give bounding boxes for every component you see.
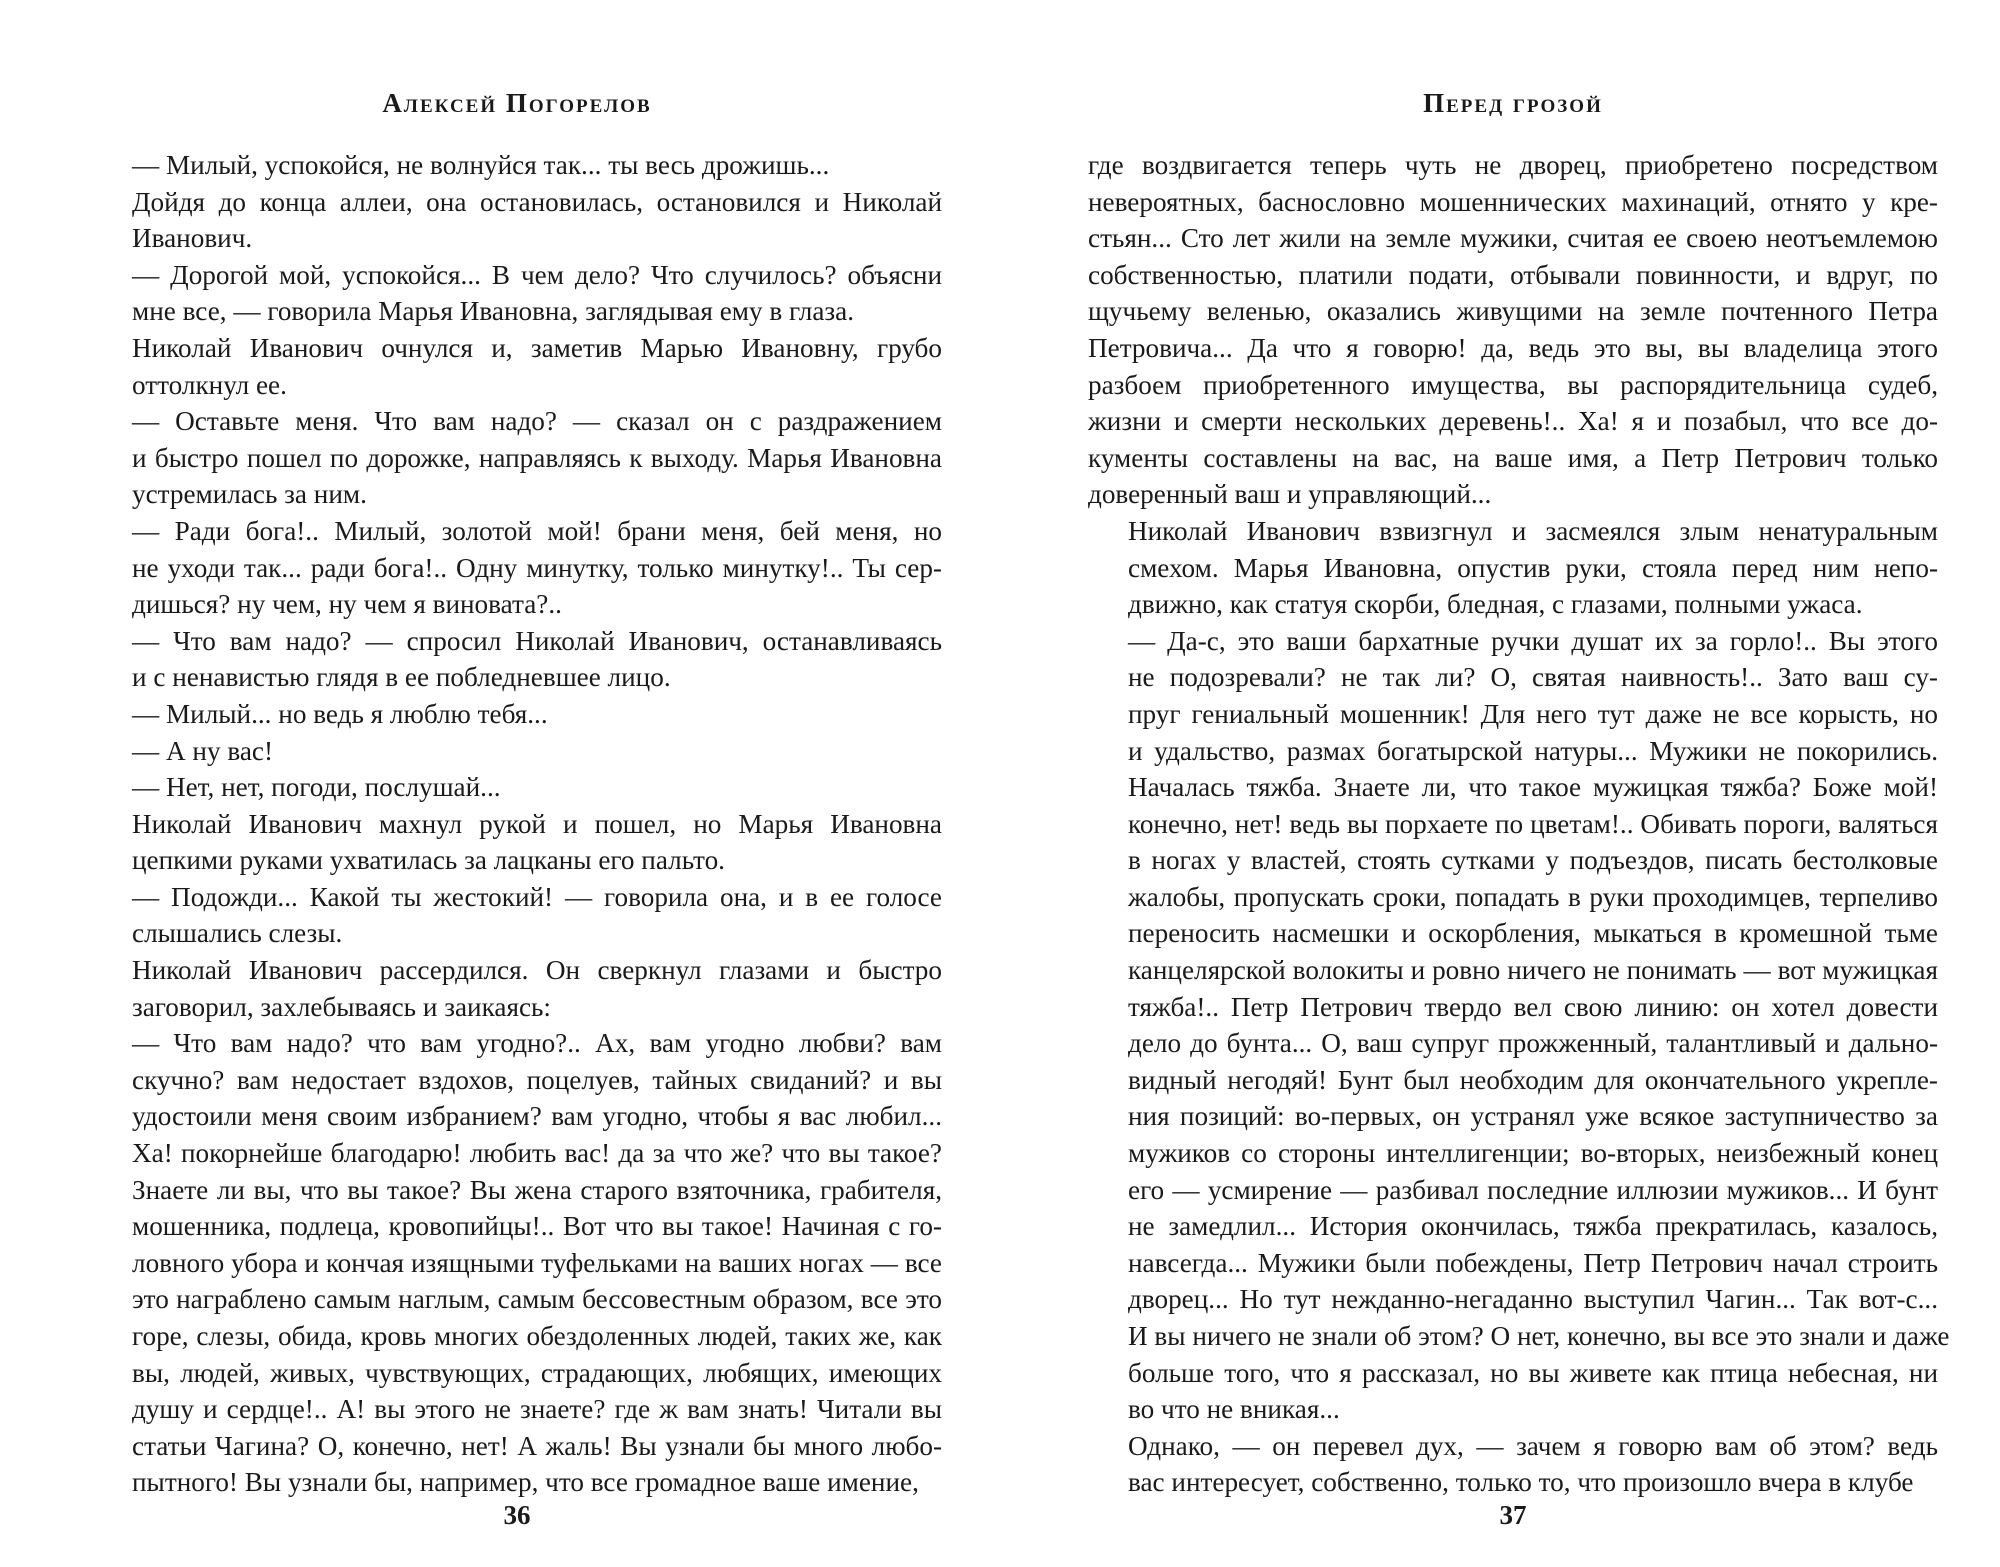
text-line: щучьему веленью, оказались живущими на земле почтенного Петра	[1088, 296, 1938, 327]
text-line: не подозревали? не так ли? О, святая наивность!.. Зато ваш су-	[1128, 662, 1938, 693]
text-line: Николай Иванович очнулся и, заметив Марью Ивановну, грубо	[132, 332, 942, 363]
text-line: мне все, — говорила Марья Ивановна, заглядывая ему в глаза.	[132, 296, 855, 327]
text-line: и удальство, размах богатырской натуры... Мужики не покорились.	[1128, 735, 1938, 766]
text-line: — Ради бога!.. Милый, золотой мой! брани меня, бей меня, но	[132, 515, 942, 546]
text-line: и с ненавистью глядя в ее побледневшее лицо.	[132, 662, 671, 693]
running-head-title: Перед грозой	[1423, 88, 1603, 118]
text-line: больше того, что я рассказал, но вы живете как птица небесная, ни	[1128, 1357, 1938, 1388]
paragraph	[92, 513, 942, 623]
text-line: ловного убора и кончая изящными туфельками на ваших ногах — все	[132, 1247, 942, 1278]
text-line: пытного! Вы узнали бы, например, что все громадное ваше имение,	[132, 1467, 919, 1498]
text-line: Николай Иванович рассердился. Он сверкнул глазами и быстро	[132, 955, 942, 986]
text-line: Петровича... Да что я говорю! да, ведь это вы, вы владелица этого	[1088, 332, 1938, 363]
paragraph	[1088, 147, 1938, 513]
text-line: в ногах у властей, стоять сутками у подъездов, писать бестолковые	[1128, 845, 1938, 876]
text-line: — Да-с, это ваши бархатные ручки душат их за горло!.. Вы этого	[1128, 625, 1938, 656]
text-line: мошенника, подлеца, кровопийцы!.. Вот что вы такое! Начиная с го-	[132, 1211, 942, 1242]
text-line: цепкими руками ухватилась за лацканы его пальто.	[132, 845, 725, 876]
text-line: и быстро пошел по дорожке, направляясь к выходу. Марья Ивановна	[132, 442, 942, 473]
text-line: его — усмирение — разбивал последние иллюзии мужиков... И бунт	[1128, 1174, 1938, 1205]
paragraph	[92, 403, 942, 513]
text-line: разбоем приобретенного имущества, вы распорядительница судеб,	[1088, 369, 1938, 400]
text-line: — Милый... но ведь я люблю тебя...	[132, 698, 548, 729]
text-line: вас интересует, собственно, только то, что произошло вчера в клубе	[1128, 1467, 1914, 1498]
paragraph	[92, 696, 942, 733]
text-line: статьи Чагина? О, конечно, нет! А жаль! Вы узнали бы много любо-	[132, 1430, 942, 1461]
text-line: — Оставьте меня. Что вам надо? — сказал он с раздражением	[132, 406, 942, 437]
text-line: Началась тяжба. Знаете ли, что такое мужицкая тяжба? Боже мой!	[1128, 772, 1938, 803]
text-line: канцелярской волокиты и ровно ничего не понимать — вот мужицкая	[1128, 955, 1938, 986]
text-line: дворец... Но тут нежданно-негаданно выступил Чагин... Так вот-с...	[1128, 1284, 1938, 1315]
page-body	[1088, 147, 1950, 1501]
page-number: 37	[1499, 1500, 1527, 1530]
text-line: стьян... Сто лет жили на земле мужики, считая ее своею неотъемлемою	[1088, 223, 1938, 254]
paragraph	[92, 623, 942, 696]
text-line: конечно, нет! ведь вы порхаете по цветам!.. Обивать пороги, валяться	[1128, 808, 1938, 839]
text-line: — Нет, нет, погоди, послушай...	[132, 772, 501, 803]
paragraph	[92, 330, 942, 403]
text-line: вы, людей, живых, чувствующих, страдающих, любящих, имеющих	[132, 1357, 942, 1388]
text-line: горе, слезы, обида, кровь многих обездоленных людей, таких же, как	[132, 1321, 942, 1351]
text-line: — Что вам надо? что вам угодно?.. Ах, вам угодно любви? вам	[132, 1028, 942, 1059]
left-page	[92, 0, 942, 1567]
text-line: удостоили меня своим избранием? вам угодно, чтобы я вас любил...	[132, 1101, 942, 1132]
text-line: скучно? вам недостает вздохов, поцелуев, тайных свиданий? и вы	[132, 1064, 942, 1095]
text-line: И вы ничего не знали об этом? О нет, конечно, вы все это знали и даже	[1128, 1321, 1950, 1351]
text-line: Ха! покорнейше благодарю! любить вас! да за что же? что вы такое?	[132, 1138, 942, 1169]
page-body	[92, 147, 942, 1501]
page-number: 36	[503, 1500, 531, 1530]
text-line: собственностью, платили подати, отбывали повинности, и вдруг, по	[1088, 259, 1938, 290]
text-line: — Что вам надо? — спросил Николай Иванович, останавливаясь	[132, 625, 942, 656]
text-line: Николай Иванович махнул рукой и пошел, но Марья Ивановна	[132, 808, 942, 839]
paragraph	[92, 147, 942, 184]
text-line: движно, как статуя скорби, бледная, с глазами, полными ужаса.	[1128, 589, 1863, 620]
text-line: тяжба!.. Петр Петрович твердо вел свою линию: он хотел довести	[1128, 991, 1938, 1022]
text-line: ния позиций: во-первых, он устранял уже всякое заступничество за	[1128, 1101, 1938, 1132]
paragraph	[92, 952, 942, 1025]
text-line: — А ну вас!	[132, 735, 274, 766]
text-line: Николай Иванович взвизгнул и засмеялся злым ненатуральным	[1128, 515, 1938, 546]
text-line: не замедлил... История окончилась, тяжба прекратилась, казалось,	[1128, 1211, 1938, 1242]
text-line: мужиков со стороны интеллигенции; во-вторых, неизбежный конец	[1128, 1138, 1938, 1169]
text-line: устремилась за ним.	[132, 479, 367, 510]
text-line: кументы составлены на вас, на ваше имя, а Петр Петрович только	[1088, 442, 1938, 473]
text-line: дело до бунта... О, ваш супруг прожженный, талантливый и дально-	[1128, 1028, 1938, 1059]
text-line: это награблено самым наглым, самым бессовестным образом, все это	[132, 1284, 942, 1315]
text-line: пруг гениальный мошенник! Для него тут даже не все корысть, но	[1128, 698, 1938, 729]
paragraph	[92, 257, 942, 330]
paragraph	[1088, 1428, 1938, 1501]
paragraph	[92, 769, 942, 806]
paragraph	[1088, 623, 1950, 1428]
paragraph	[92, 806, 942, 879]
text-line: жизни и смерти нескольких деревень!.. Ха! я и позабыл, что все до-	[1088, 406, 1938, 437]
text-line: невероятных, баснословно мошеннических махинаций, отнято у кре-	[1088, 186, 1938, 217]
text-line: переносить насмешки и оскорбления, мыкаться в кромешной тьме	[1128, 918, 1938, 949]
text-line: оттолкнул ее.	[132, 369, 287, 400]
text-line: — Подожди... Какой ты жестокий! — говорила она, и в ее голосе	[132, 881, 942, 912]
paragraph	[92, 879, 942, 952]
text-line: — Дорогой мой, успокойся... В чем дело? Что случилось? объясни	[132, 259, 942, 290]
text-line: жалобы, пропускать сроки, попадать в руки проходимцев, терпеливо	[1128, 881, 1938, 912]
text-line: — Милый, успокойся, не волнуйся так... ты весь дрожишь...	[132, 150, 830, 180]
text-line: Дойдя до конца аллеи, она остановилась, остановился и Николай	[132, 186, 942, 217]
text-line: Однако, — он перевел дух, — зачем я говорю вам об этом? ведь	[1128, 1430, 1938, 1461]
paragraph	[1088, 513, 1938, 623]
text-line: смехом. Марья Ивановна, опустив руки, стояла перед ним непо-	[1128, 552, 1938, 583]
right-page	[1088, 0, 1950, 1567]
paragraph	[92, 733, 942, 770]
text-line: Иванович.	[132, 223, 253, 254]
text-line: где воздвигается теперь чуть не дворец, приобретено посредством	[1088, 150, 1938, 180]
running-head-author: Алексей Погорелов	[382, 88, 652, 118]
paragraph	[92, 1025, 942, 1501]
text-line: Знаете ли вы, что вы такое? Вы жена старого взяточника, грабителя,	[132, 1174, 942, 1205]
text-line: навсегда... Мужики были побеждены, Петр Петрович начал строить	[1128, 1247, 1938, 1278]
text-line: заговорил, захлебываясь и заикаясь:	[132, 991, 551, 1022]
text-line: во что не вникая...	[1128, 1394, 1340, 1425]
text-line: душу и сердце!.. А! вы этого не знаете? где ж вам знать! Читали вы	[132, 1394, 942, 1425]
paragraph	[92, 184, 942, 257]
text-line: видный негодяй! Бунт был необходим для окончательного укрепле-	[1128, 1064, 1938, 1095]
text-line: дишься? ну чем, ну чем я виновата?..	[132, 589, 562, 620]
text-line: слышались слезы.	[132, 918, 343, 949]
text-line: не уходи так... ради бога!.. Одну минутку, только минутку!.. Ты сер-	[132, 552, 942, 583]
text-line: доверенный ваш и управляющий...	[1088, 479, 1492, 510]
